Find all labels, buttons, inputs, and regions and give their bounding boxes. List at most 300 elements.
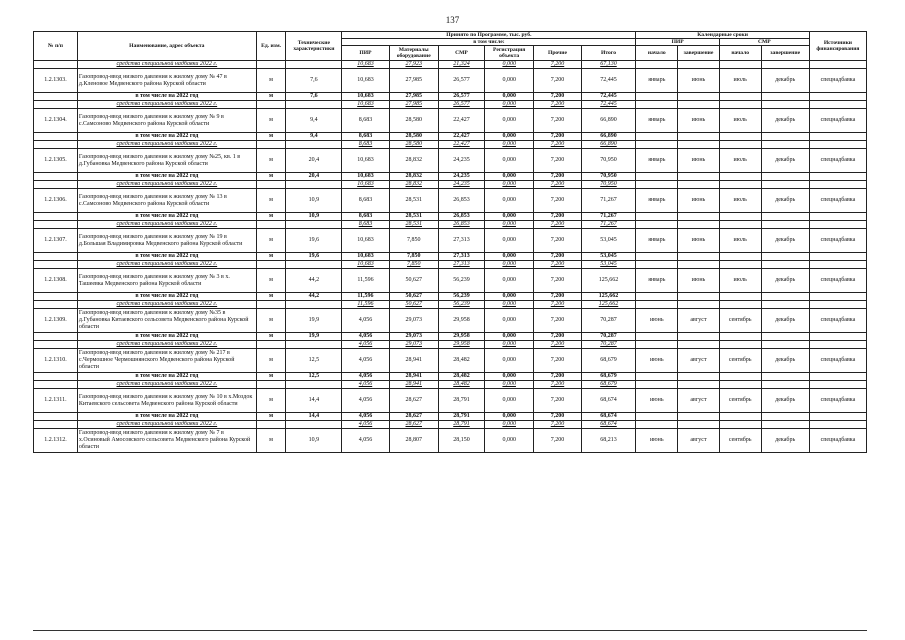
item-pir-start: июнь — [636, 389, 678, 413]
item-tech: 10,9 — [286, 189, 342, 213]
year-tech: 44,2 — [286, 293, 342, 301]
item-tech: 19,6 — [286, 229, 342, 253]
source-empty-cell — [809, 141, 866, 149]
source-label: средства специальной надбавки 2022 г. — [77, 101, 256, 109]
item-unit: м — [256, 269, 286, 293]
item-name: Газопровод-ввод низкого давления к жилому дому №25, кв. 1 в д.Губановка Медвенского района Курской области — [77, 149, 256, 173]
item-pir-start: январь — [636, 189, 678, 213]
source-pir: 10,683 — [342, 101, 389, 109]
program-table — [33, 31, 867, 453]
program-table-sheet — [33, 31, 867, 453]
year-empty-cell — [719, 373, 761, 381]
item-name: Газопровод-ввод низкого давления к жилому дому № 10 в х.Моздок Китаевского сельсовета Медвенского района Курской области — [77, 389, 256, 413]
year-row — [34, 293, 867, 301]
header-other: Прочие — [534, 46, 581, 61]
source-empty-cell — [719, 101, 761, 109]
item-materials: 29,073 — [389, 309, 438, 333]
header-calendar: Календарные сроки — [636, 32, 809, 39]
source-empty-cell — [636, 181, 678, 189]
source-total: 68,679 — [581, 381, 636, 389]
year-empty-cell — [761, 413, 809, 421]
year-label: в том числе на 2022 год — [77, 213, 256, 221]
item-name: Газопровод-ввод низкого давления к жилому дому № 19 в д.Большая Владимировка Медвенского района Курской области — [77, 229, 256, 253]
source-total: 70,950 — [581, 181, 636, 189]
item-pir: 4,056 — [342, 429, 389, 453]
header-smr-end: завершение — [761, 46, 809, 61]
source-unit — [256, 141, 286, 149]
item-smr-start: сентябрь — [719, 389, 761, 413]
item-smr: 27,313 — [438, 229, 484, 253]
item-pir: 11,596 — [342, 269, 389, 293]
item-number: 1.2.1308. — [34, 269, 78, 293]
source-empty-cell — [761, 261, 809, 269]
item-source: спецнадбавка — [809, 149, 866, 173]
source-label: средства специальной надбавки 2022 г. — [77, 141, 256, 149]
year-empty-cell — [636, 333, 678, 341]
source-other: 7,200 — [534, 341, 581, 349]
source-other: 7,200 — [534, 421, 581, 429]
year-tech: 10,9 — [286, 213, 342, 221]
source-row-num — [34, 101, 78, 109]
year-row-num — [34, 133, 78, 141]
source-empty-cell — [636, 421, 678, 429]
source-pir: 10,683 — [342, 261, 389, 269]
year-empty-cell — [678, 213, 720, 221]
header-smr-start: начало — [719, 46, 761, 61]
header-total: Итого — [581, 46, 636, 61]
source-label: средства специальной надбавки 2022 г. — [77, 181, 256, 189]
year-reg: 0,000 — [485, 93, 534, 101]
source-label: средства специальной надбавки 2022 г. — [77, 221, 256, 229]
year-unit: м — [256, 213, 286, 221]
year-row-num — [34, 333, 78, 341]
source-tech — [286, 381, 342, 389]
source-empty-cell — [719, 381, 761, 389]
year-empty-cell — [678, 253, 720, 261]
year-empty-cell — [761, 133, 809, 141]
year-other: 7,200 — [534, 173, 581, 181]
source-other: 7,200 — [534, 101, 581, 109]
item-materials: 28,580 — [389, 109, 438, 133]
year-total: 68,679 — [581, 373, 636, 381]
item-reg: 0,000 — [485, 429, 534, 453]
source-tech — [286, 301, 342, 309]
item-total: 71,267 — [581, 189, 636, 213]
year-empty-cell — [636, 213, 678, 221]
source-reg: 0,000 — [485, 381, 534, 389]
source-pir: 11,596 — [342, 301, 389, 309]
item-number: 1.2.1310. — [34, 349, 78, 373]
item-name: Газопровод-ввод низкого давления к жилому дому № 3 в х. Ташеевка Медвенского района Курской области — [77, 269, 256, 293]
item-unit: м — [256, 149, 286, 173]
item-pir: 10,683 — [342, 69, 389, 93]
source-row-num — [34, 421, 78, 429]
year-smr: 26,577 — [438, 93, 484, 101]
year-smr: 27,313 — [438, 253, 484, 261]
year-empty-cell — [809, 253, 866, 261]
year-empty-cell — [636, 133, 678, 141]
item-tech: 20,4 — [286, 149, 342, 173]
item-materials: 28,807 — [389, 429, 438, 453]
source-empty-cell — [761, 301, 809, 309]
item-reg: 0,000 — [485, 229, 534, 253]
item-name: Газопровод-ввод низкого давления к жилому дому № 9 в с.Самсоново Медвенского района Курской области — [77, 109, 256, 133]
year-materials: 28,832 — [389, 173, 438, 181]
year-empty-cell — [761, 373, 809, 381]
item-source: спецнадбавка — [809, 109, 866, 133]
source-pir: 4,056 — [342, 381, 389, 389]
year-smr: 29,958 — [438, 333, 484, 341]
item-unit: м — [256, 109, 286, 133]
year-empty-cell — [761, 173, 809, 181]
source-empty-cell — [678, 181, 720, 189]
item-number: 1.2.1303. — [34, 69, 78, 93]
year-row-num — [34, 93, 78, 101]
year-label: в том числе на 2022 год — [77, 293, 256, 301]
item-other: 7,200 — [534, 149, 581, 173]
year-empty-cell — [719, 133, 761, 141]
source-label: средства специальной надбавки 2022 г. — [77, 421, 256, 429]
item-pir-end: июнь — [678, 69, 720, 93]
item-pir-end: июнь — [678, 269, 720, 293]
source-empty-cell — [761, 381, 809, 389]
item-unit: м — [256, 189, 286, 213]
source-total: 72,445 — [581, 101, 636, 109]
item-pir: 10,683 — [342, 149, 389, 173]
item-pir-start: январь — [636, 149, 678, 173]
source-label: средства специальной надбавки 2022 г. — [77, 261, 256, 269]
year-other: 7,200 — [534, 333, 581, 341]
year-reg: 0,000 — [485, 173, 534, 181]
year-empty-cell — [809, 333, 866, 341]
year-label: в том числе на 2022 год — [77, 133, 256, 141]
source-empty-cell — [719, 181, 761, 189]
item-name: Газопровод-ввод низкого давления к жилому дому № 7 в х.Осиновый Амосовского сельсовета Медвенского района Курской области — [77, 429, 256, 453]
year-empty-cell — [636, 293, 678, 301]
year-unit: м — [256, 133, 286, 141]
year-empty-cell — [678, 133, 720, 141]
year-row-num — [34, 253, 78, 261]
year-unit: м — [256, 413, 286, 421]
item-tech: 9,4 — [286, 109, 342, 133]
header-tech: Технические характеристики — [286, 32, 342, 61]
year-row-num — [34, 213, 78, 221]
item-name: Газопровод-ввод низкого давления к жилому дому № 47 в д.Кленовое Медвенского района Курской области — [77, 69, 256, 93]
item-pir: 4,056 — [342, 309, 389, 333]
source-empty-cell — [678, 221, 720, 229]
object-row — [34, 309, 867, 333]
source-row — [34, 141, 867, 149]
source-unit — [256, 261, 286, 269]
year-reg: 0,000 — [485, 373, 534, 381]
source-empty-cell — [636, 381, 678, 389]
source-pir: 4,056 — [342, 341, 389, 349]
year-total: 71,267 — [581, 213, 636, 221]
item-materials: 28,941 — [389, 349, 438, 373]
item-tech: 12,5 — [286, 349, 342, 373]
year-other: 7,200 — [534, 213, 581, 221]
year-empty-cell — [719, 173, 761, 181]
header-materials: Материалы оборудование — [389, 46, 438, 61]
year-empty-cell — [809, 173, 866, 181]
item-smr-start: сентябрь — [719, 429, 761, 453]
item-smr-start: июль — [719, 229, 761, 253]
source-label: средства специальной надбавки 2022 г. — [77, 61, 256, 69]
item-smr-start: июль — [719, 269, 761, 293]
item-reg: 0,000 — [485, 69, 534, 93]
source-empty-cell — [719, 341, 761, 349]
item-materials: 28,531 — [389, 189, 438, 213]
header-smr: СМР — [438, 46, 484, 61]
item-smr: 56,239 — [438, 269, 484, 293]
source-other: 7,200 — [534, 261, 581, 269]
year-empty-cell — [636, 413, 678, 421]
source-total: 66,890 — [581, 141, 636, 149]
footer-rule — [33, 630, 867, 631]
year-materials: 7,850 — [389, 253, 438, 261]
source-empty-cell — [761, 181, 809, 189]
top-source-row — [34, 61, 867, 69]
year-tech: 19,6 — [286, 253, 342, 261]
item-pir-start: июнь — [636, 429, 678, 453]
source-empty-cell — [719, 261, 761, 269]
source-empty-cell — [809, 381, 866, 389]
item-smr: 26,577 — [438, 69, 484, 93]
year-empty-cell — [761, 333, 809, 341]
source-unit — [256, 381, 286, 389]
source-empty-cell — [636, 101, 678, 109]
source-smr: 27,313 — [438, 261, 484, 269]
source-reg: 0,000 — [485, 101, 534, 109]
page-number: 137 — [445, 15, 460, 25]
year-empty-cell — [809, 413, 866, 421]
item-smr-start: сентябрь — [719, 309, 761, 333]
source-smr: 28,482 — [438, 381, 484, 389]
year-tech: 12,5 — [286, 373, 342, 381]
source-empty-cell — [761, 341, 809, 349]
source-empty-cell — [761, 101, 809, 109]
year-empty-cell — [678, 93, 720, 101]
source-empty-cell — [678, 101, 720, 109]
year-other: 7,200 — [534, 133, 581, 141]
item-tech: 44,2 — [286, 269, 342, 293]
year-materials: 28,580 — [389, 133, 438, 141]
source-materials: 27,985 — [389, 101, 438, 109]
source-row-num — [34, 341, 78, 349]
year-empty-cell — [719, 333, 761, 341]
item-number: 1.2.1304. — [34, 109, 78, 133]
object-row — [34, 69, 867, 93]
year-reg: 0,000 — [485, 213, 534, 221]
item-total: 70,950 — [581, 149, 636, 173]
year-total: 125,662 — [581, 293, 636, 301]
item-pir-end: август — [678, 429, 720, 453]
year-materials: 28,627 — [389, 413, 438, 421]
source-empty-cell — [809, 301, 866, 309]
year-other: 7,200 — [534, 293, 581, 301]
item-reg: 0,000 — [485, 269, 534, 293]
source-empty-cell — [678, 261, 720, 269]
item-pir-end: июнь — [678, 229, 720, 253]
year-row — [34, 413, 867, 421]
source-empty-cell — [719, 141, 761, 149]
source-other: 7,200 — [534, 381, 581, 389]
item-total: 53,045 — [581, 229, 636, 253]
year-reg: 0,000 — [485, 413, 534, 421]
year-materials: 50,627 — [389, 293, 438, 301]
source-label: средства специальной надбавки 2022 г. — [77, 341, 256, 349]
source-empty-cell — [809, 421, 866, 429]
source-total: 67,130 — [581, 61, 636, 69]
source-empty-cell — [809, 221, 866, 229]
year-total: 68,674 — [581, 413, 636, 421]
item-materials: 7,850 — [389, 229, 438, 253]
year-reg: 0,000 — [485, 293, 534, 301]
header-pir-end: завершение — [678, 46, 720, 61]
item-source: спецнадбавка — [809, 349, 866, 373]
source-other: 7,200 — [534, 181, 581, 189]
item-other: 7,200 — [534, 69, 581, 93]
year-other: 7,200 — [534, 253, 581, 261]
table-body — [34, 61, 867, 453]
header-reg: Регистрация объекта — [485, 46, 534, 61]
item-other: 7,200 — [534, 389, 581, 413]
source-tech — [286, 181, 342, 189]
year-empty-cell — [809, 293, 866, 301]
item-reg: 0,000 — [485, 109, 534, 133]
item-name: Газопровод-ввод низкого давления к жилому дому № 217 в с.Чермошное Чермошнянского Медвенского района Курской области — [77, 349, 256, 373]
item-number: 1.2.1311. — [34, 389, 78, 413]
source-other: 7,200 — [534, 221, 581, 229]
item-pir-start: июнь — [636, 349, 678, 373]
source-smr: 21,324 — [438, 61, 484, 69]
year-row — [34, 213, 867, 221]
year-smr: 22,427 — [438, 133, 484, 141]
source-reg: 0,000 — [485, 341, 534, 349]
item-smr-end: декабрь — [761, 349, 809, 373]
year-unit: м — [256, 373, 286, 381]
item-pir-end: август — [678, 389, 720, 413]
year-smr: 56,239 — [438, 293, 484, 301]
source-other: 7,200 — [534, 301, 581, 309]
item-pir: 4,056 — [342, 349, 389, 373]
item-tech: 14,4 — [286, 389, 342, 413]
source-empty-cell — [719, 301, 761, 309]
year-label: в том числе на 2022 год — [77, 93, 256, 101]
item-unit: м — [256, 349, 286, 373]
object-row — [34, 269, 867, 293]
item-smr-end: декабрь — [761, 269, 809, 293]
source-row-num — [34, 141, 78, 149]
item-total: 68,679 — [581, 349, 636, 373]
header-pir: ПИР — [342, 46, 389, 61]
source-reg: 0,000 — [485, 221, 534, 229]
year-pir: 4,056 — [342, 333, 389, 341]
year-row — [34, 373, 867, 381]
year-unit: м — [256, 93, 286, 101]
source-row-num — [34, 381, 78, 389]
year-pir: 10,683 — [342, 253, 389, 261]
year-empty-cell — [719, 213, 761, 221]
source-pir: 8,683 — [342, 141, 389, 149]
year-materials: 29,073 — [389, 333, 438, 341]
year-pir: 8,683 — [342, 133, 389, 141]
item-materials: 27,985 — [389, 69, 438, 93]
item-reg: 0,000 — [485, 149, 534, 173]
item-reg: 0,000 — [485, 189, 534, 213]
source-pir: 10,683 — [342, 61, 389, 69]
source-empty-cell — [678, 421, 720, 429]
item-tech: 7,6 — [286, 69, 342, 93]
item-pir: 10,683 — [342, 229, 389, 253]
header-pir-start: начало — [636, 46, 678, 61]
year-tech: 19,9 — [286, 333, 342, 341]
item-smr-end: декабрь — [761, 109, 809, 133]
item-total: 72,445 — [581, 69, 636, 93]
year-total: 72,445 — [581, 93, 636, 101]
source-pir: 4,056 — [342, 421, 389, 429]
source-row-num — [34, 301, 78, 309]
source-tech — [286, 341, 342, 349]
year-row — [34, 173, 867, 181]
year-total: 66,890 — [581, 133, 636, 141]
year-tech: 14,4 — [286, 413, 342, 421]
year-empty-cell — [719, 293, 761, 301]
item-pir: 8,683 — [342, 109, 389, 133]
source-total: 125,662 — [581, 301, 636, 309]
item-tech: 19,9 — [286, 309, 342, 333]
item-pir: 4,056 — [342, 389, 389, 413]
source-empty-cell — [761, 421, 809, 429]
item-smr-start: июль — [719, 109, 761, 133]
year-total: 70,950 — [581, 173, 636, 181]
source-reg: 0,000 — [485, 261, 534, 269]
source-smr: 28,791 — [438, 421, 484, 429]
year-total: 53,045 — [581, 253, 636, 261]
source-reg: 0,000 — [485, 181, 534, 189]
year-empty-cell — [636, 93, 678, 101]
year-pir: 8,683 — [342, 213, 389, 221]
source-materials: 28,627 — [389, 421, 438, 429]
year-materials: 28,941 — [389, 373, 438, 381]
year-empty-cell — [719, 413, 761, 421]
item-source: спецнадбавка — [809, 189, 866, 213]
year-label: в том числе на 2022 год — [77, 413, 256, 421]
item-reg: 0,000 — [485, 349, 534, 373]
year-empty-cell — [678, 333, 720, 341]
item-reg: 0,000 — [485, 309, 534, 333]
item-other: 7,200 — [534, 429, 581, 453]
item-number: 1.2.1312. — [34, 429, 78, 453]
source-unit — [256, 421, 286, 429]
source-reg: 0,000 — [485, 61, 534, 69]
year-unit: м — [256, 253, 286, 261]
year-empty-cell — [761, 293, 809, 301]
year-pir: 4,056 — [342, 373, 389, 381]
item-total: 68,674 — [581, 389, 636, 413]
item-smr-end: декабрь — [761, 309, 809, 333]
item-other: 7,200 — [534, 189, 581, 213]
year-row — [34, 93, 867, 101]
year-tech: 7,6 — [286, 93, 342, 101]
item-total: 66,890 — [581, 109, 636, 133]
item-smr-end: декабрь — [761, 189, 809, 213]
item-other: 7,200 — [534, 269, 581, 293]
year-row-num — [34, 293, 78, 301]
source-materials: 27,923 — [389, 61, 438, 69]
item-pir-start: июнь — [636, 309, 678, 333]
source-total: 53,045 — [581, 261, 636, 269]
